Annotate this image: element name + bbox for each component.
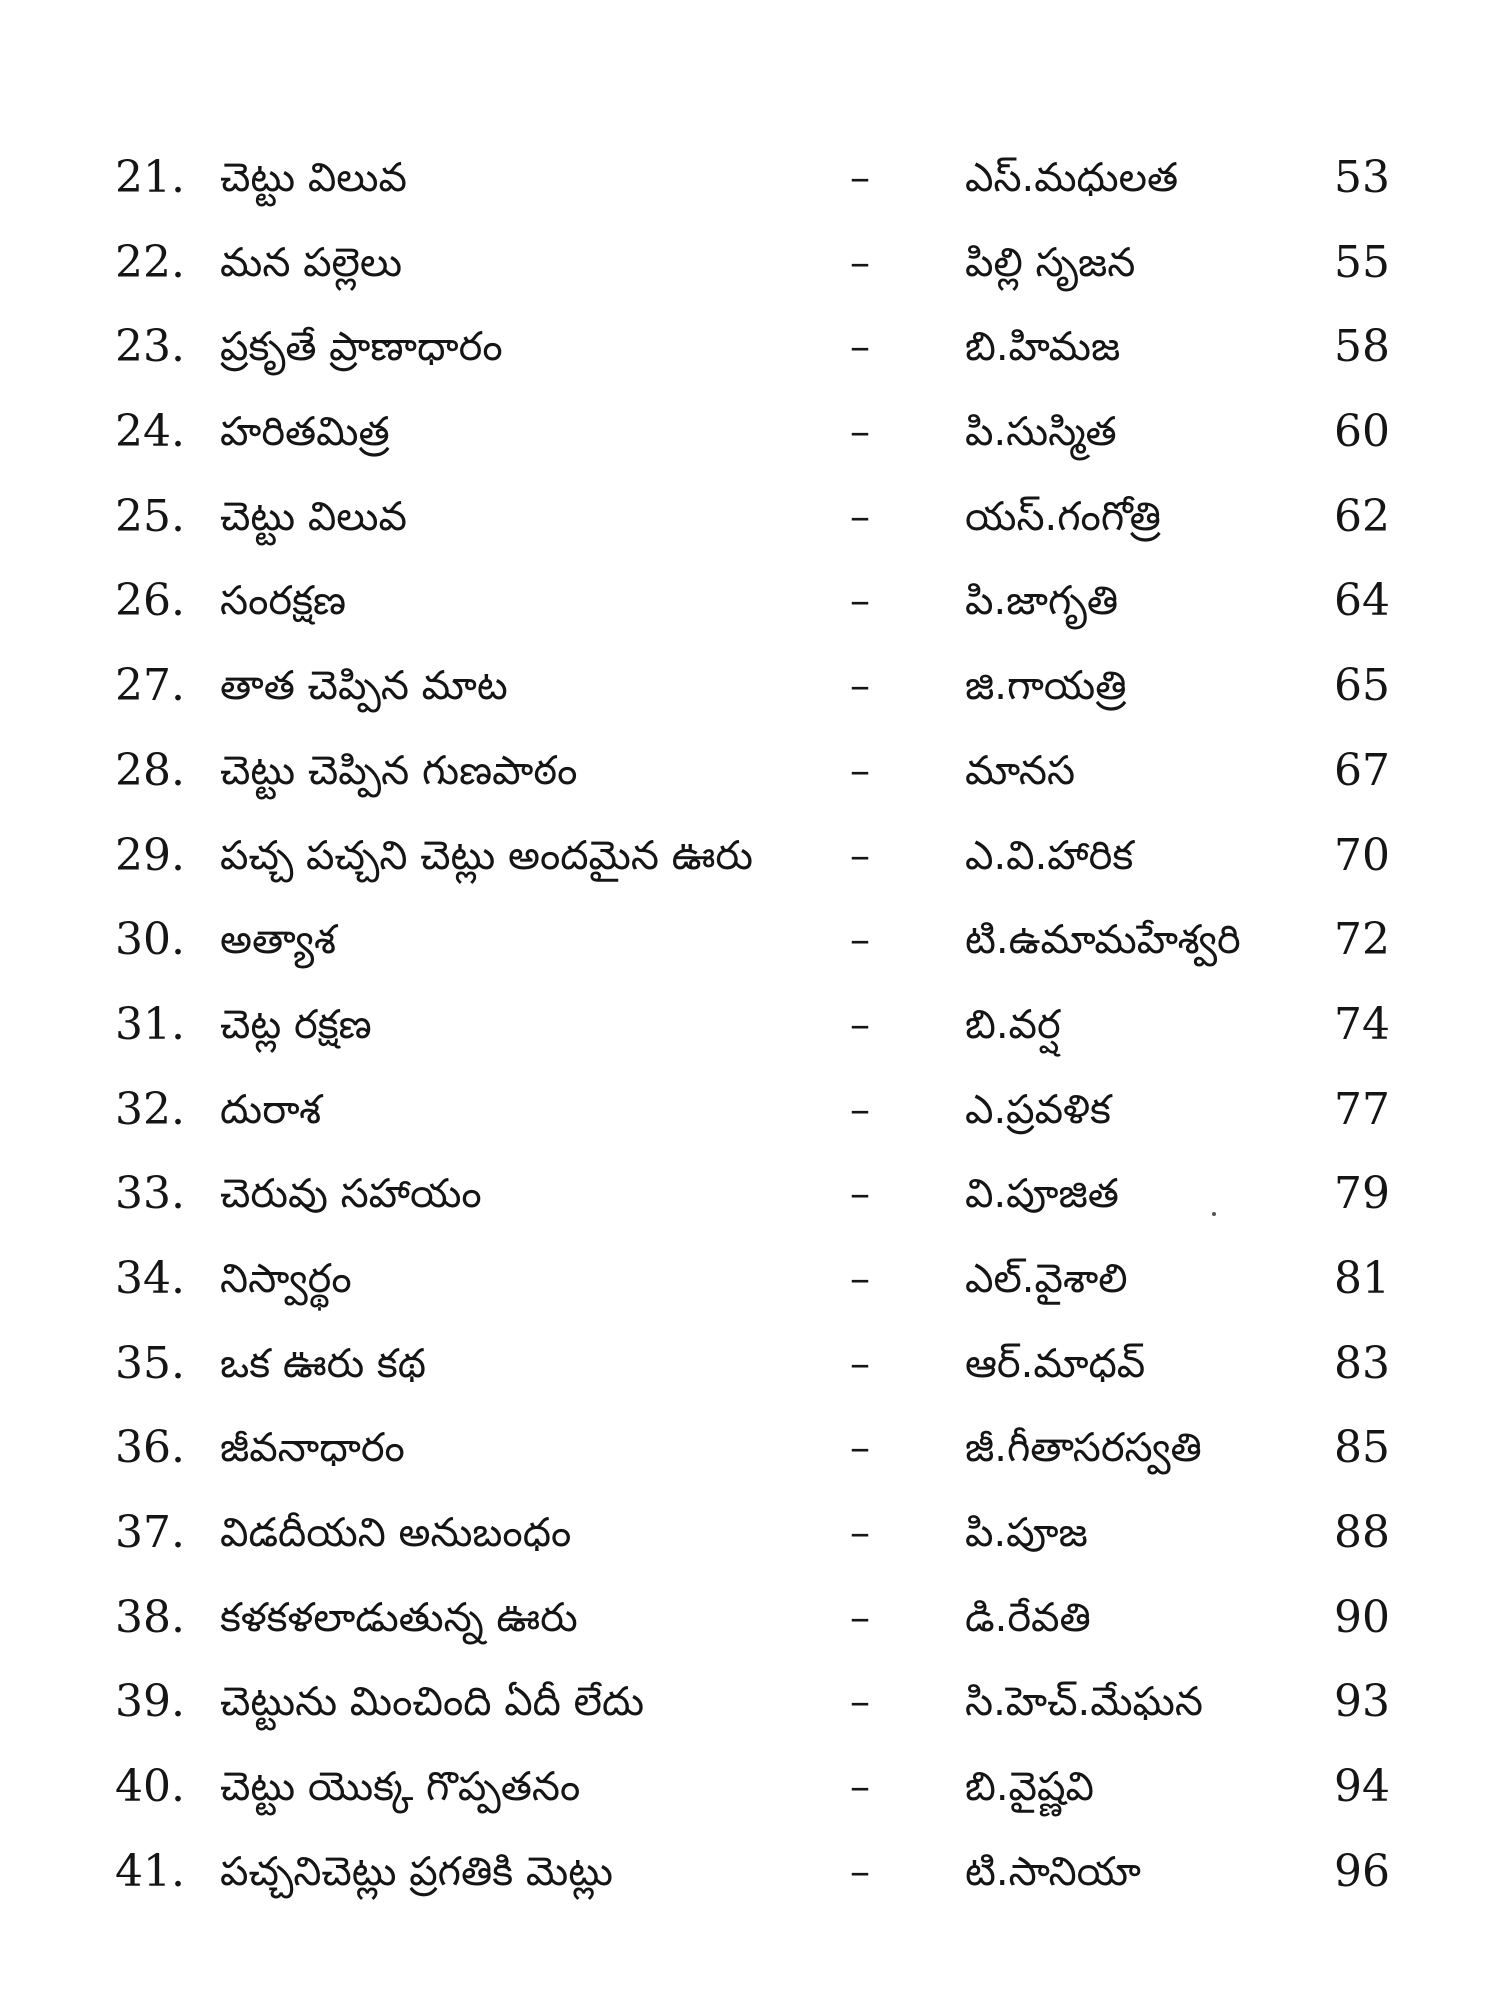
toc-entry	[0, 1322, 1500, 1407]
entry-page-number: 67	[1334, 744, 1390, 796]
entry-title: పచ్చ పచ్చని చెట్లు అందమైన ఊరు	[220, 832, 753, 879]
entry-page-number: 65	[1334, 660, 1390, 712]
entry-author: ఎల్.వైశాలి	[965, 1255, 1128, 1302]
entry-page-number: 60	[1334, 406, 1390, 458]
entry-page-number: 94	[1334, 1761, 1390, 1813]
entry-dash: –	[850, 1594, 870, 1641]
entry-dash: –	[850, 1171, 870, 1218]
entry-author: టి.సానియా	[965, 1848, 1141, 1895]
entry-title: నిస్వార్థం	[220, 1255, 352, 1302]
entry-dash: –	[850, 1425, 870, 1472]
entry-author: బి.వర్ష	[965, 1001, 1061, 1048]
entry-title: హరితమిత్ర	[220, 409, 390, 456]
entry-page-number: 85	[1334, 1422, 1390, 1474]
toc-entry	[0, 644, 1500, 729]
entry-dash: –	[850, 409, 870, 456]
entry-title: దురాశ	[220, 1086, 322, 1133]
entry-title: కళకళలాడుతున్న ఊరు	[220, 1594, 578, 1641]
entry-dash: –	[850, 917, 870, 964]
toc-entry	[0, 559, 1500, 644]
entry-title: సంరక్షణ	[220, 578, 346, 625]
entry-title: చెట్టును మించింది ఏదీ లేదు	[220, 1679, 645, 1726]
table-of-contents	[0, 136, 1500, 1914]
toc-entry	[0, 814, 1500, 899]
entry-number: 22.	[115, 236, 185, 288]
entry-title: అత్యాశ	[220, 917, 337, 964]
entry-number: 26.	[115, 575, 185, 627]
entry-page-number: 55	[1334, 236, 1390, 288]
entry-title: చెట్టు విలువ	[220, 155, 407, 201]
entry-page-number: 93	[1334, 1676, 1390, 1728]
entry-number: 33.	[115, 1168, 185, 1220]
entry-dash: –	[850, 1255, 870, 1302]
entry-page-number: 74	[1334, 998, 1390, 1050]
entry-number: 32.	[115, 1083, 185, 1135]
entry-number: 25.	[115, 490, 185, 542]
entry-author: బి.హిమజ	[965, 324, 1121, 371]
entry-author: జి.గాయత్రి	[965, 663, 1127, 710]
entry-dash: –	[850, 1086, 870, 1133]
entry-title: ఒక ఊరు కథ	[220, 1340, 427, 1387]
entry-dash: –	[850, 1679, 870, 1726]
toc-entry	[0, 475, 1500, 560]
entry-dash: –	[850, 493, 870, 540]
entry-author: సి.హెచ్.మేఘన	[965, 1679, 1203, 1726]
entry-title: చెట్టు విలువ	[220, 493, 407, 540]
entry-dash: –	[850, 1848, 870, 1895]
entry-author: బి.వైష్ణవి	[965, 1764, 1094, 1811]
entry-page-number: 62	[1334, 490, 1390, 542]
entry-page-number: 79	[1334, 1168, 1390, 1220]
entry-page-number: 81	[1334, 1252, 1390, 1304]
entry-dash: –	[850, 324, 870, 371]
entry-number: 30.	[115, 914, 185, 966]
entry-page-number: 70	[1334, 829, 1390, 881]
entry-author: ఎ.వి.హారిక	[965, 832, 1134, 879]
entry-number: 29.	[115, 829, 185, 881]
entry-dash: –	[850, 1510, 870, 1556]
entry-dash: –	[850, 663, 870, 710]
entry-dash: –	[850, 1340, 870, 1387]
entry-author: మానస	[965, 747, 1076, 794]
entry-dash: –	[850, 578, 870, 625]
scan-speck	[1212, 1212, 1216, 1216]
entry-author: పి.పూజ	[965, 1510, 1088, 1556]
entry-title: చెట్ల రక్షణ	[220, 1001, 372, 1048]
entry-page-number: 90	[1334, 1591, 1390, 1643]
entry-page-number: 53	[1334, 152, 1390, 203]
entry-number: 38.	[115, 1591, 185, 1643]
entry-title: పచ్చనిచెట్లు ప్రగతికి మెట్లు	[220, 1848, 613, 1895]
toc-entry	[0, 1406, 1500, 1491]
toc-entry	[0, 1491, 1500, 1576]
toc-entry	[0, 221, 1500, 306]
entry-dash: –	[850, 239, 870, 286]
entry-number: 39.	[115, 1676, 185, 1728]
entry-page-number: 58	[1334, 321, 1390, 373]
entry-title: చెట్టు యొక్క గొప్పతనం	[220, 1764, 581, 1811]
toc-entry	[0, 898, 1500, 983]
entry-page-number: 96	[1334, 1845, 1390, 1897]
toc-entry	[0, 729, 1500, 814]
entry-title: చెట్టు చెప్పిన గుణపాఠం	[220, 747, 578, 794]
toc-entry	[0, 1660, 1500, 1745]
toc-entry	[0, 1830, 1500, 1915]
toc-entry	[0, 983, 1500, 1068]
entry-author: వి.పూజిత	[965, 1171, 1119, 1218]
entry-author: పి.జాగృతి	[965, 578, 1119, 625]
entry-author: టి.ఉమామహేశ్వరి	[965, 917, 1241, 964]
entry-dash: –	[850, 832, 870, 879]
entry-number: 41.	[115, 1845, 185, 1897]
entry-author: పి.సుస్మిత	[965, 409, 1117, 456]
entry-author: ఎస్.మధులత	[965, 155, 1179, 201]
toc-entry	[0, 1576, 1500, 1661]
toc-entry	[0, 1237, 1500, 1322]
entry-page-number: 64	[1334, 575, 1390, 627]
entry-page-number: 77	[1334, 1083, 1390, 1135]
toc-entry	[0, 1068, 1500, 1153]
toc-entry	[0, 390, 1500, 475]
toc-entry	[0, 1745, 1500, 1830]
entry-number: 36.	[115, 1422, 185, 1474]
entry-title: మన పల్లెలు	[220, 239, 403, 286]
entry-author: డి.రేవతి	[965, 1594, 1091, 1641]
entry-page-number: 88	[1334, 1507, 1390, 1558]
entry-number: 35.	[115, 1337, 185, 1389]
entry-author: పిల్లి సృజన	[965, 239, 1136, 286]
entry-number: 27.	[115, 660, 185, 712]
entry-number: 40.	[115, 1761, 185, 1813]
entry-author: యస్.గంగోత్రి	[965, 493, 1161, 540]
entry-number: 23.	[115, 321, 185, 373]
entry-dash: –	[850, 747, 870, 794]
toc-entry	[0, 305, 1500, 390]
entry-author: ఆర్.మాధవ్	[965, 1340, 1146, 1387]
entry-number: 21.	[115, 152, 185, 203]
toc-entry	[0, 1152, 1500, 1237]
entry-title: ప్రకృతే ప్రాణాధారం	[220, 324, 503, 371]
entry-number: 24.	[115, 406, 185, 458]
entry-number: 31.	[115, 998, 185, 1050]
entry-title: తాత చెప్పిన మాట	[220, 663, 508, 710]
entry-author: ఎ.ప్రవళిక	[965, 1086, 1111, 1133]
entry-title: జీవనాధారం	[220, 1425, 405, 1472]
entry-dash: –	[850, 1001, 870, 1048]
entry-title: చెరువు సహాయం	[220, 1171, 482, 1218]
entry-page-number: 83	[1334, 1337, 1390, 1389]
entry-page-number: 72	[1334, 914, 1390, 966]
entry-number: 37.	[115, 1507, 185, 1558]
entry-number: 28.	[115, 744, 185, 796]
entry-title: విడదీయని అనుబంధం	[220, 1510, 572, 1556]
entry-author: జీ.గీతాసరస్వతి	[965, 1425, 1202, 1472]
entry-dash: –	[850, 155, 870, 201]
toc-entry	[0, 136, 1500, 221]
entry-dash: –	[850, 1764, 870, 1811]
entry-number: 34.	[115, 1252, 185, 1304]
